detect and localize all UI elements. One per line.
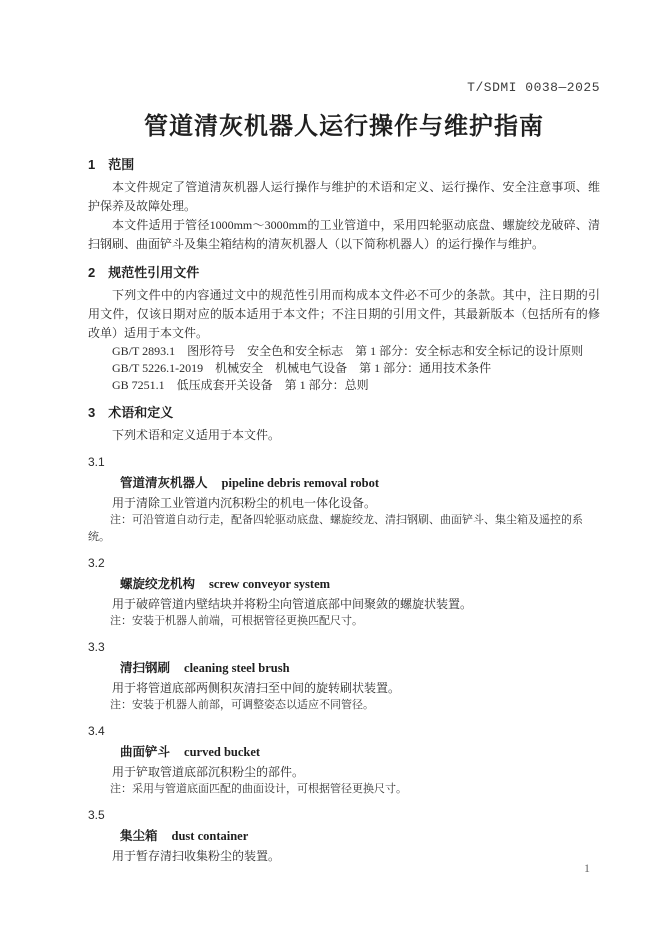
reference-item: GB 7251.1 低压成套开关设备 第 1 部分：总则 — [112, 378, 369, 392]
term-headword — [88, 659, 600, 677]
term-definition: 用于清除工业管道内沉积粉尘的机电一体化设备。 — [112, 496, 377, 510]
term-definition: 用于暂存清扫收集粉尘的装置。 — [112, 849, 281, 863]
normative-references-intro: 下列文件中的内容通过文中的规范性引用而构成本文件必不可少的条款。其中，注日期的引用文件，仅该日期对应的版本适用于本文件；不注日期的引用文件，其最新版本（包括所有的修改单）适用于本文件。 — [88, 288, 600, 340]
section-heading-scope: 1 范围 — [88, 157, 135, 172]
term-note: 注：安装于机器人前部，可调整姿态以适应不同管径。 — [110, 699, 374, 711]
section-terms-and-definitions — [88, 404, 600, 865]
scope-paragraph: 本文件适用于管径1000mm～3000mm的工业管道中，采用四轮驱动底盘、螺旋绞龙破碎、清扫钢刷、曲面铲斗及集尘箱结构的清灰机器人（以下简称机器人）的运行操作与维护。 — [88, 218, 600, 251]
term-en: pipeline debris removal robot — [221, 476, 380, 490]
reference-item: GB/T 2893.1 图形符号 安全色和安全标志 第 1 部分：安全标志和安全标记的设计原则 — [112, 344, 584, 358]
term-definition: 用于铲取管道底部沉积粉尘的部件。 — [112, 765, 305, 779]
page-footer — [584, 859, 590, 877]
term-entry — [88, 454, 600, 546]
term-zh: 清扫钢刷 — [120, 661, 171, 675]
term-zh: 管道清灰机器人 — [120, 476, 208, 490]
document-title: 管道清灰机器人运行操作与维护指南 — [144, 113, 544, 140]
term-number: 3.4 — [88, 724, 105, 738]
page-number: 1 — [584, 861, 590, 875]
scope-paragraph: 本文件规定了管道清灰机器人运行操作与维护的术语和定义、运行操作、安全注意事项、维护保养及故障处理。 — [88, 180, 600, 213]
term-number: 3.2 — [88, 556, 105, 570]
terms-intro: 下列术语和定义适用于本文件。 — [112, 428, 281, 442]
term-headword — [88, 827, 600, 845]
section-normative-references — [88, 264, 600, 394]
section-heading-normative-references: 2 规范性引用文件 — [88, 265, 200, 280]
term-entry — [88, 723, 600, 798]
term-note: 注：可沿管道自动行走，配备四轮驱动底盘、螺旋绞龙、清扫钢刷、曲面铲斗、集尘箱及遥控的系统。 — [88, 514, 583, 543]
term-note: 注：采用与管道底面匹配的曲面设计，可根据管径更换尺寸。 — [110, 783, 407, 795]
term-note: 注：安装于机器人前端，可根据管径更换匹配尺寸。 — [110, 615, 363, 627]
standard-number: T/SDMI 0038—2025 — [467, 80, 600, 95]
term-entry — [88, 639, 600, 714]
term-en: dust container — [171, 829, 249, 843]
term-en: screw conveyor system — [209, 577, 331, 591]
term-number: 3.3 — [88, 640, 105, 654]
term-headword — [88, 575, 600, 593]
term-headword — [88, 474, 600, 492]
section-heading-terms: 3 术语和定义 — [88, 405, 174, 420]
term-headword — [88, 743, 600, 761]
term-zh: 集尘箱 — [120, 829, 158, 843]
document-header — [88, 78, 600, 94]
term-zh: 螺旋绞龙机构 — [120, 577, 196, 591]
section-scope — [88, 156, 600, 254]
term-zh: 曲面铲斗 — [120, 745, 171, 759]
reference-item: GB/T 5226.1-2019 机械安全 机械电气设备 第 1 部分：通用技术条件 — [112, 361, 492, 375]
term-number: 3.1 — [88, 455, 105, 469]
term-en: curved bucket — [184, 745, 261, 759]
term-entry — [88, 555, 600, 630]
term-definition: 用于破碎管道内壁结块并将粉尘向管道底部中间聚敛的螺旋状装置。 — [112, 597, 473, 611]
term-definition: 用于将管道底部两侧积灰清扫至中间的旋转刷状装置。 — [112, 681, 401, 695]
term-en: cleaning steel brush — [184, 661, 290, 675]
term-entry — [88, 807, 600, 865]
term-number: 3.5 — [88, 808, 105, 822]
